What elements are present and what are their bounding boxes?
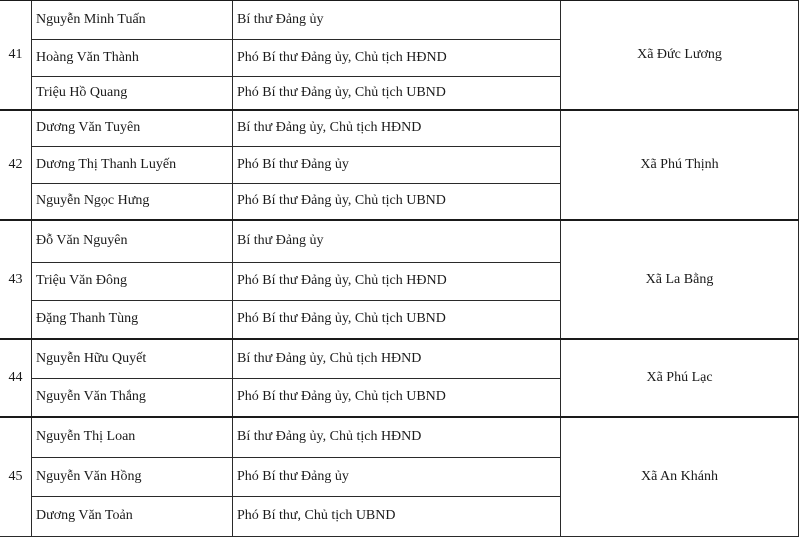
person-title: Bí thư Đảng ủy bbox=[233, 220, 561, 262]
person-name: Hoàng Văn Thành bbox=[32, 39, 233, 76]
person-title: Phó Bí thư Đảng ủy, Chủ tịch HĐND bbox=[233, 262, 561, 300]
row-number: 44 bbox=[0, 339, 32, 417]
person-title: Phó Bí thư Đảng ủy bbox=[233, 146, 561, 183]
table-row bbox=[0, 110, 799, 146]
row-number: 42 bbox=[0, 110, 32, 220]
person-title: Phó Bí thư, Chủ tịch UBND bbox=[233, 496, 561, 536]
table-row bbox=[0, 220, 799, 262]
person-title: Bí thư Đảng ủy, Chủ tịch HĐND bbox=[233, 110, 561, 146]
unit-name: Xã La Bằng bbox=[561, 220, 799, 339]
person-title: Phó Bí thư Đảng ủy, Chủ tịch UBND bbox=[233, 300, 561, 339]
person-title: Bí thư Đảng ủy, Chủ tịch HĐND bbox=[233, 417, 561, 457]
person-name: Nguyễn Ngọc Hưng bbox=[32, 183, 233, 220]
unit-name: Xã An Khánh bbox=[561, 417, 799, 536]
person-name: Nguyễn Minh Tuấn bbox=[32, 0, 233, 39]
person-name: Dương Thị Thanh Luyến bbox=[32, 146, 233, 183]
person-name: Dương Văn Toản bbox=[32, 496, 233, 536]
person-name: Nguyễn Văn Thắng bbox=[32, 378, 233, 417]
person-name: Dương Văn Tuyên bbox=[32, 110, 233, 146]
unit-name: Xã Đức Lương bbox=[561, 0, 799, 110]
person-title: Phó Bí thư Đảng ủy bbox=[233, 457, 561, 496]
unit-name: Xã Phú Lạc bbox=[561, 339, 799, 417]
person-title: Phó Bí thư Đảng ủy, Chủ tịch HĐND bbox=[233, 39, 561, 76]
person-title: Phó Bí thư Đảng ủy, Chủ tịch UBND bbox=[233, 183, 561, 220]
table-row bbox=[0, 339, 799, 378]
unit-name: Xã Phú Thịnh bbox=[561, 110, 799, 220]
person-name: Đặng Thanh Tùng bbox=[32, 300, 233, 339]
table-row bbox=[0, 0, 799, 39]
row-number: 41 bbox=[0, 0, 32, 110]
person-name: Triệu Văn Đông bbox=[32, 262, 233, 300]
person-title: Bí thư Đảng ủy bbox=[233, 0, 561, 39]
person-name: Nguyễn Hữu Quyết bbox=[32, 339, 233, 378]
row-number: 45 bbox=[0, 417, 32, 536]
person-name: Đỗ Văn Nguyên bbox=[32, 220, 233, 262]
person-name: Triệu Hồ Quang bbox=[32, 76, 233, 110]
person-title: Bí thư Đảng ủy, Chủ tịch HĐND bbox=[233, 339, 561, 378]
table-row bbox=[0, 417, 799, 457]
person-title: Phó Bí thư Đảng ủy, Chủ tịch UBND bbox=[233, 76, 561, 110]
person-name: Nguyễn Thị Loan bbox=[32, 417, 233, 457]
person-name: Nguyễn Văn Hồng bbox=[32, 457, 233, 496]
person-title: Phó Bí thư Đảng ủy, Chủ tịch UBND bbox=[233, 378, 561, 417]
row-number: 43 bbox=[0, 220, 32, 339]
